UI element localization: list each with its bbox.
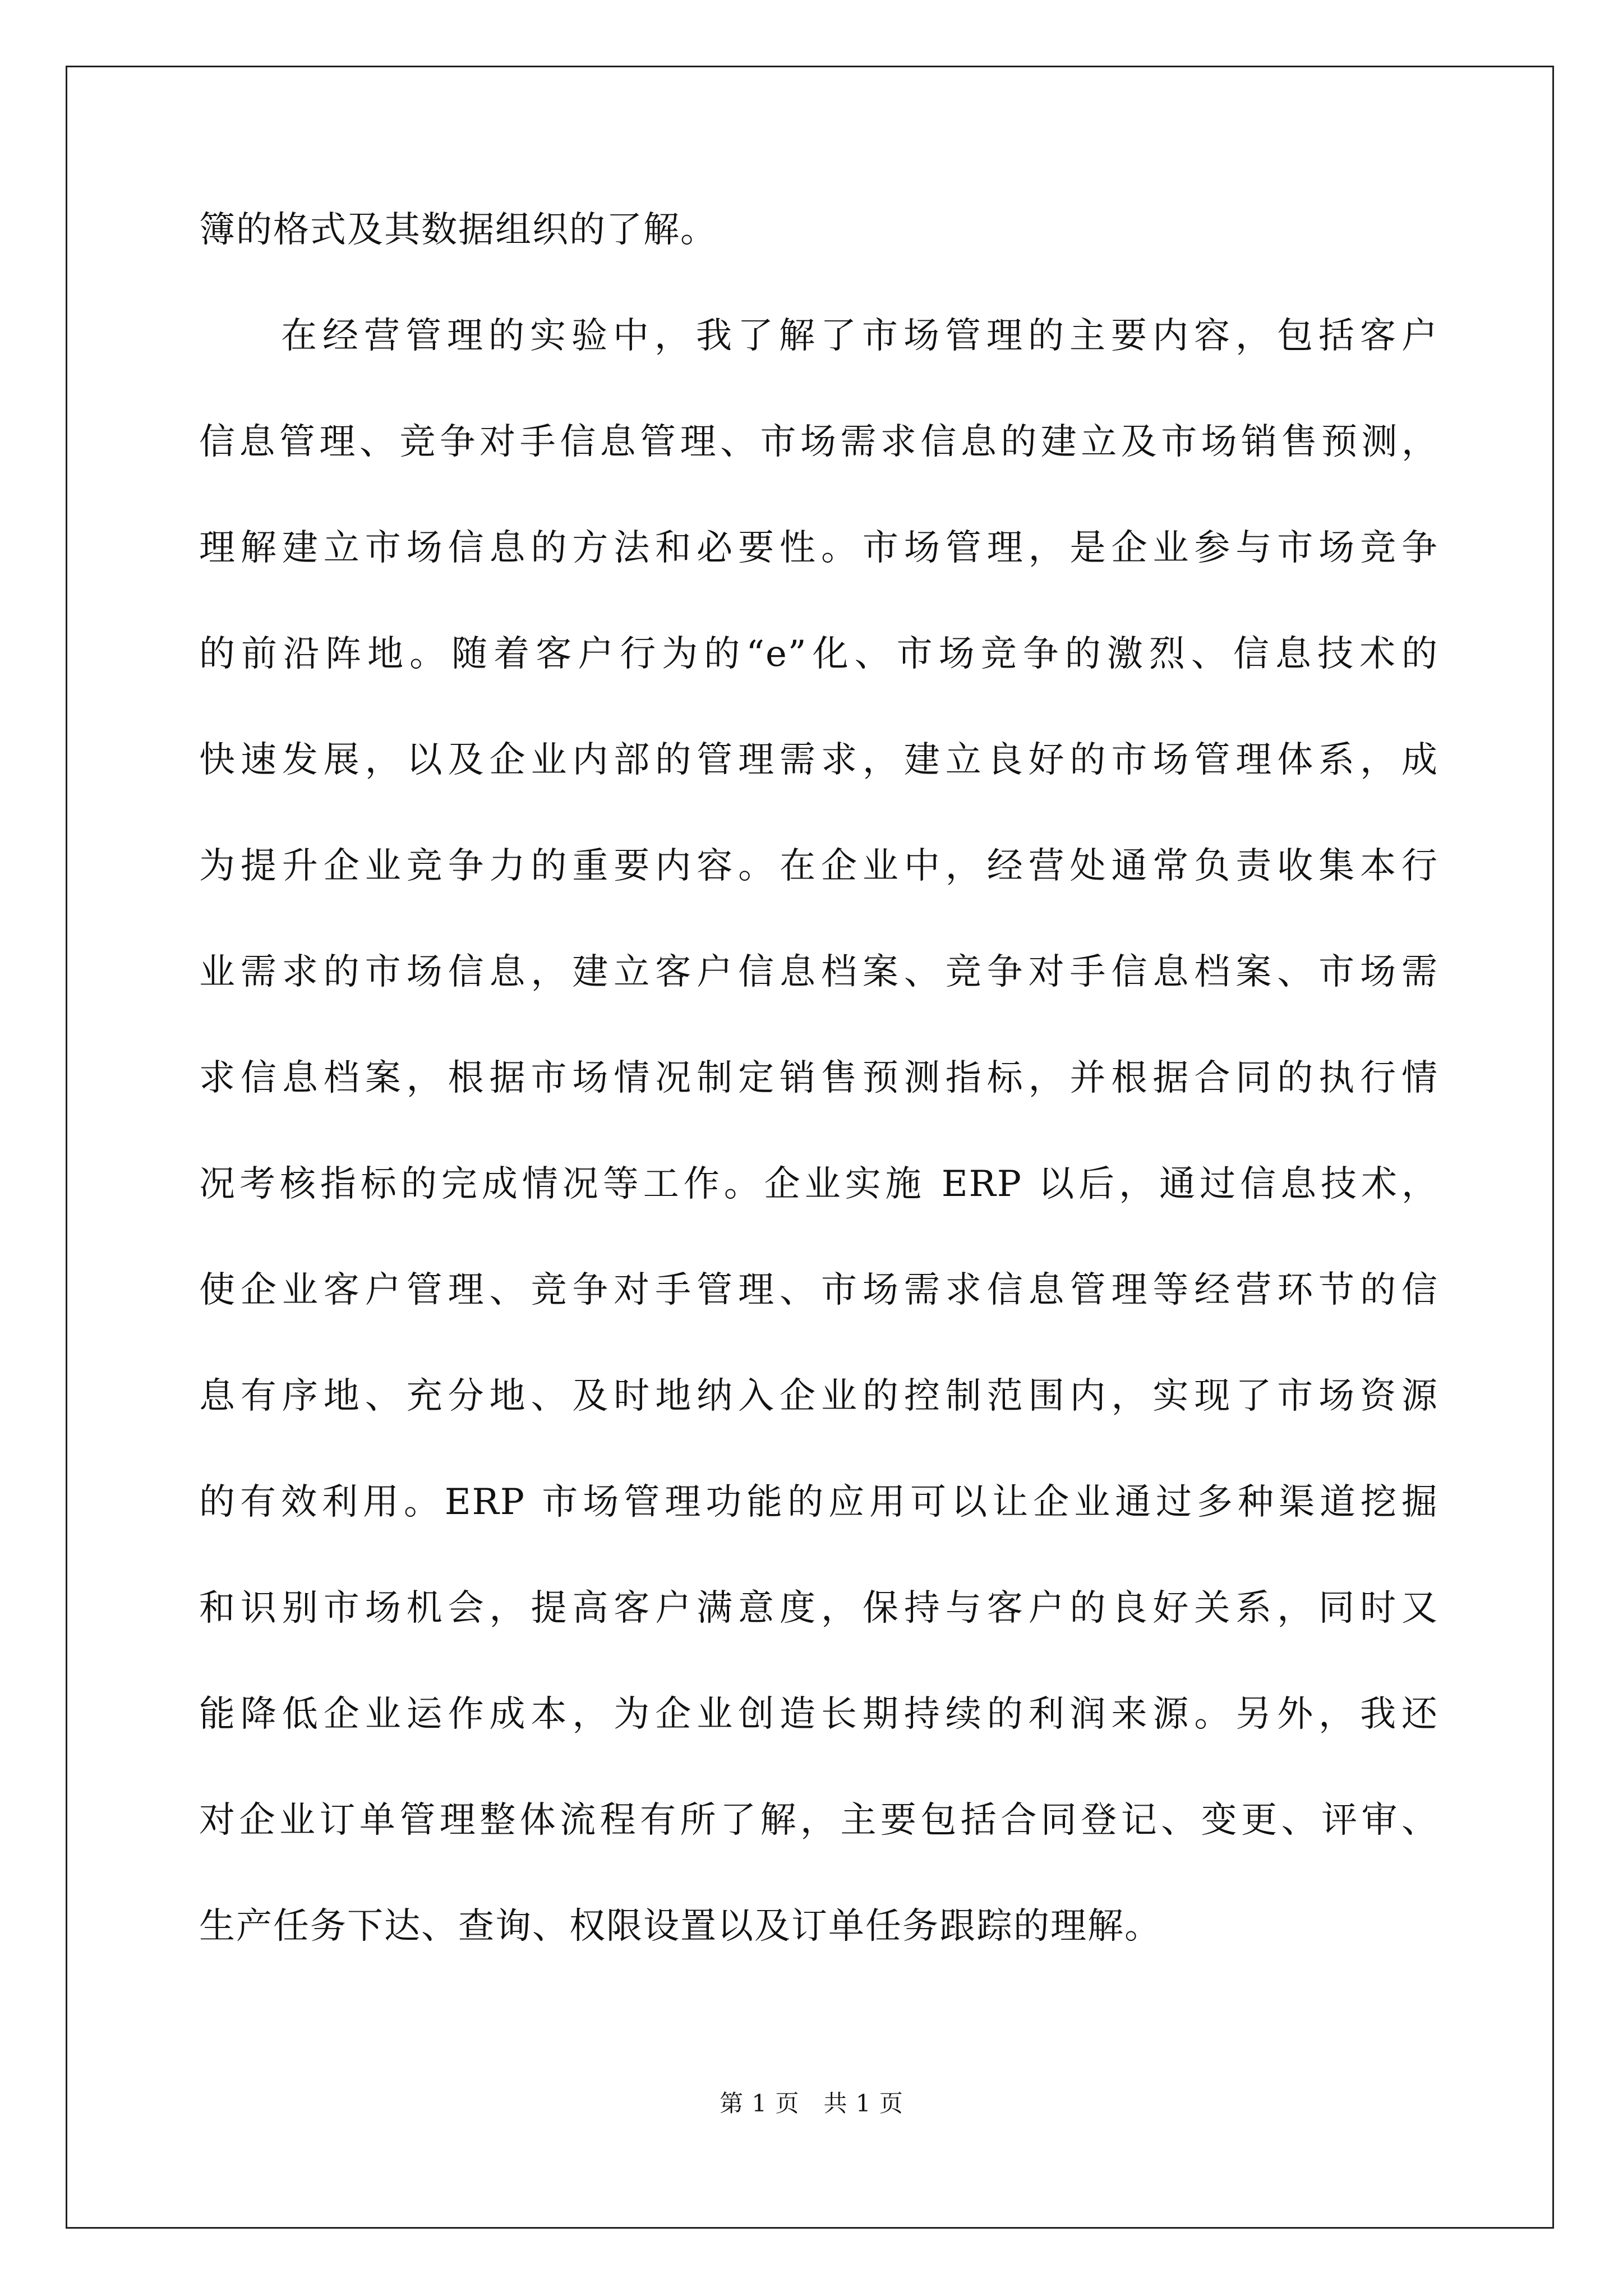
text-line-7: 为提升企业竞争力的重要内容。在企业中，经营处通常负责收集本行: [199, 845, 1438, 887]
text-line-6: 快速发展，以及企业内部的管理需求，建立良好的市场管理体系，成: [199, 739, 1438, 781]
text-line-1: 簿的格式及其数据组织的了解。: [199, 209, 717, 251]
text-line-8: 业需求的市场信息，建立客户信息档案、竞争对手信息档案、市场需: [199, 951, 1438, 993]
text-line-14: 和识别市场机会，提高客户满意度，保持与客户的良好关系，同时又: [199, 1588, 1438, 1629]
text-line-12: 息有序地、充分地、及时地纳入企业的控制范围内，实现了市场资源: [199, 1375, 1438, 1417]
text-line-15: 能降低企业运作成本，为企业创造长期持续的利润来源。另外，我还: [199, 1694, 1438, 1735]
text-line-3: 信息管理、竞争对手信息管理、市场需求信息的建立及市场销售预测，: [199, 421, 1438, 463]
text-line-16: 对企业订单管理整体流程有所了解，主要包括合同登记、变更、评审、: [199, 1800, 1438, 1841]
text-line-2: 在经营管理的实验中，我了解了市场管理的主要内容，包括客户: [281, 315, 1438, 357]
text-line-13: 的有效利用。ERP 市场管理功能的应用可以让企业通过多种渠道挖掘: [199, 1481, 1438, 1523]
text-line-17: 生产任务下达、查询、权限设置以及订单任务跟踪的理解。: [199, 1906, 1161, 1947]
text-line-9: 求信息档案，根据市场情况制定销售预测指标，并根据合同的执行情: [199, 1057, 1438, 1099]
page-footer: 第 1 页 共 1 页: [720, 2090, 903, 2117]
text-line-5: 的前沿阵地。随着客户行为的“e”化、市场竞争的激烈、信息技术的: [199, 633, 1438, 675]
text-line-10: 况考核指标的完成情况等工作。企业实施 ERP 以后，通过信息技术，: [199, 1163, 1438, 1205]
body-text: [199, 208, 1438, 2010]
text-line-4: 理解建立市场信息的方法和必要性。市场管理，是企业参与市场竞争: [199, 527, 1438, 569]
text-line-11: 使企业客户管理、竞争对手管理、市场需求信息管理等经营环节的信: [199, 1269, 1438, 1311]
